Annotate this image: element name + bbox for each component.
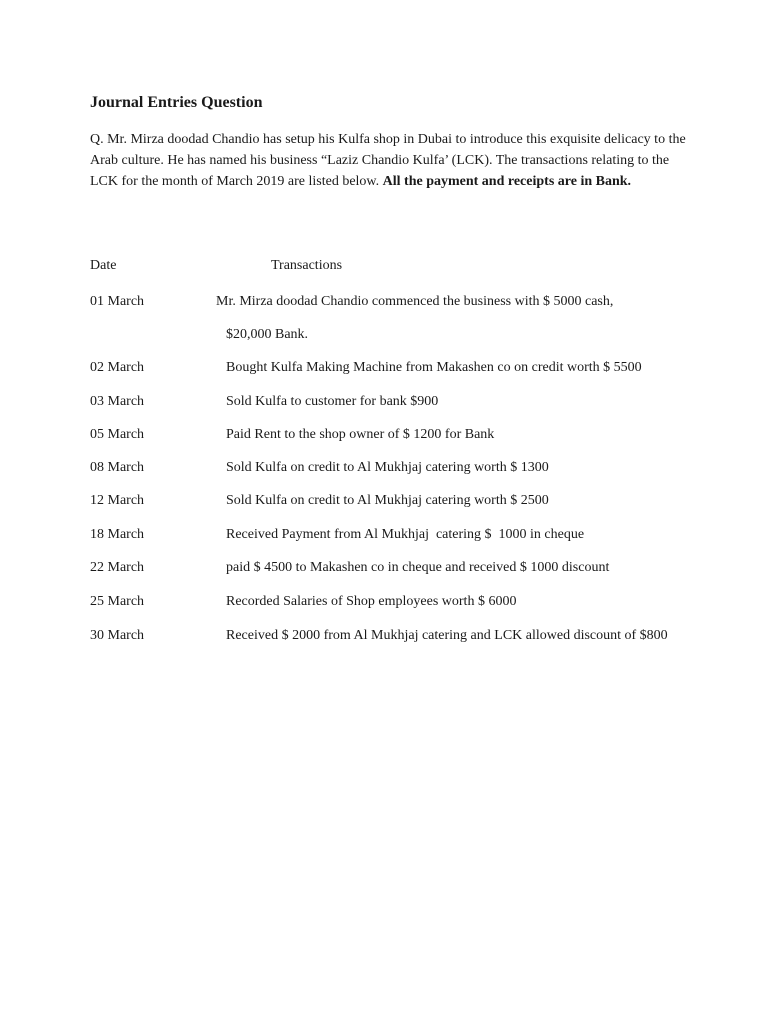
entry-transaction: Received $ 2000 from Al Mukhjaj catering and LCK allowed discount of $800 — [226, 628, 668, 643]
column-header-transactions: Transactions — [271, 258, 343, 273]
intro-bold-text: All the payment and receipts are in Bank. — [382, 174, 632, 189]
entry-transaction: Bought Kulfa Making Machine from Makashen co on credit worth $ 5500 — [226, 360, 642, 375]
entry-transaction: Paid Rent to the shop owner of $ 1200 for Bank — [226, 427, 495, 442]
entry-transaction: Sold Kulfa on credit to Al Mukhjaj catering worth $ 2500 — [226, 493, 549, 508]
entry-date: 05 March — [90, 427, 145, 442]
entry-transaction-continuation: $20,000 Bank. — [226, 327, 309, 342]
entry-transaction: Recorded Salaries of Shop employees worth $ 6000 — [226, 594, 517, 609]
entry-date: 12 March — [90, 493, 145, 508]
column-header-date: Date — [90, 258, 117, 273]
document-title: Journal Entries Question — [90, 94, 263, 111]
entry-date: 18 March — [90, 527, 145, 542]
entry-transaction: Sold Kulfa on credit to Al Mukhjaj catering worth $ 1300 — [226, 460, 549, 475]
entry-date: 02 March — [90, 360, 145, 375]
entry-transaction: Sold Kulfa to customer for bank $900 — [226, 394, 439, 409]
entry-date: 25 March — [90, 594, 145, 609]
entry-transaction: Received Payment from Al Mukhjaj catering $ 1000 in cheque — [226, 527, 585, 542]
entry-transaction: Mr. Mirza doodad Chandio commenced the business with $ 5000 cash, — [216, 294, 614, 309]
entry-date: 22 March — [90, 560, 145, 575]
entry-transaction: paid $ 4500 to Makashen co in cheque and received $ 1000 discount — [226, 560, 610, 575]
entry-date: 30 March — [90, 628, 145, 643]
entry-date: 01 March — [90, 294, 145, 309]
intro-paragraph — [90, 129, 690, 192]
entry-date: 03 March — [90, 394, 145, 409]
intro-text: Q. Mr. Mirza doodad Chandio has setup his Kulfa shop in Dubai to introduce this exquisite delicacy to the Arab culture. He has named his business “Laziz Chandio Kulfa’ (LCK). The transactions relating to the LCK for the month of March 2019 are listed below. — [90, 132, 686, 189]
entry-date: 08 March — [90, 460, 145, 475]
